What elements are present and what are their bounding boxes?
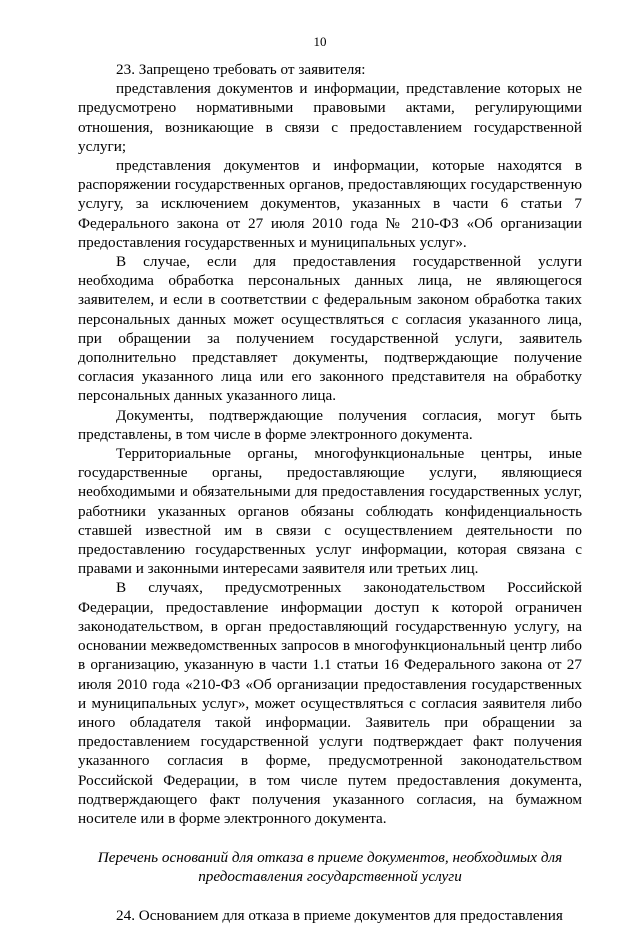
paragraph-personal-data-consent: В случае, если для предоставления государственной услуги необходима обработка персональных данных лица, не являющегося заявителем, и если в соответствии с федеральным законом обработка таких персональных данных может осуществляться с согласия указанного лица, при обращении за получением государственной услуги, заявитель дополнительно представляет документы, подтверждающие получение согласия указанного лица или его законного представителя на обработку персональных данных указанного лица. xyxy=(78,253,582,405)
paragraph-documents-in-state-bodies: представления документов и информации, которые находятся в распоряжении государственных органов, предоставляющих государственную услугу, за исключением документов, указанных в части 6 статьи 7 Федерального закона от 27 июля 2010 года № 210-ФЗ «Об организации предоставления государственных и муниципальных услуг». xyxy=(78,157,582,251)
section-heading: Перечень оснований для отказа в приеме документов, необходимых для предоставления государственной услуги xyxy=(97,849,563,886)
page-number: 10 xyxy=(313,34,327,49)
paragraph-item-23-intro: 23. Запрещено требовать от заявителя: xyxy=(116,61,366,78)
paragraph-restricted-information: В случаях, предусмотренных законодательством Российской Федерации, предоставление информации доступ к которой ограничен законодательством, в орган предоставляющий государственную услугу, на основании межведомственных запросов в многофункциональный центр либо в организацию, указанную в части 1.1 статьи 16 Федерального закона от 27 июля 2010 года «210-ФЗ «Об организации предоставления государственных и муниципальных услуг», может осуществляться с согласия заявителя либо иного обладателя такой информации. Заявитель при обращении за предоставлением государственной услуги подтверждает факт получения указанного согласия в форме, предусмотренной законодательством Российской Федерации, в том числе путем предоставления документа, подтверждающего факт получения указанного согласия, на бумажном носителе или в форме электронного документа. xyxy=(78,579,582,827)
document-body xyxy=(78,60,582,925)
paragraph-consent-electronic-form: Документы, подтверждающие получения согласия, могут быть представлены, в том числе в форме электронного документа. xyxy=(78,406,582,443)
paragraph-confidentiality: Территориальные органы, многофункциональные центры, иные государственные органы, предоставляющие услуги, являющиеся необходимыми и обязательными для предоставления государственных услуг, работники указанных органов обязаны соблюдать конфиденциальность ставшей известной им в связи с осуществлением деятельности по предоставлению государственных услуг информации, которая связана с правами и законными интересами заявителя или третьих лиц. xyxy=(78,445,582,578)
paragraph-item-24: 24. Основанием для отказа в приеме документов для предоставления xyxy=(116,906,563,924)
paragraph-not-provided-documents: представления документов и информации, представление которых не предусмотрено нормативными правовыми актами, регулирующими отношения, возникающие в связи с предоставлением государственной услуги; xyxy=(78,80,582,155)
